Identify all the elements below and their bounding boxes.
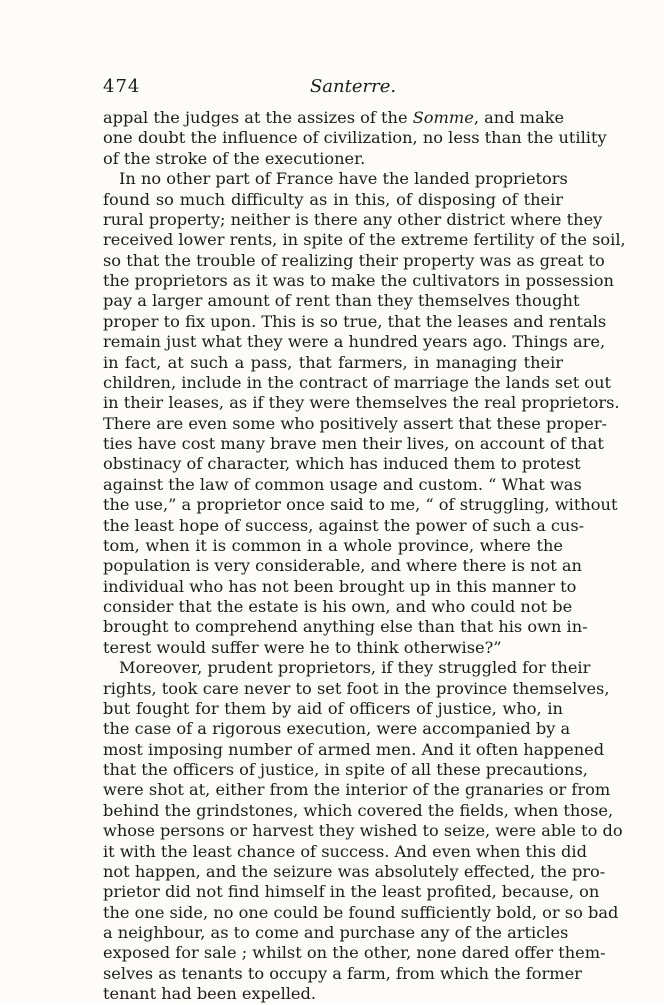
running-title: Santerre. — [309, 76, 397, 97]
paragraph — [103, 658, 623, 1004]
text-line: against the law of common usage and custom. “ What was — [103, 474, 582, 494]
text-line: a neighbour, as to come and purchase any of the articles — [103, 923, 569, 942]
text-line: the least hope of success, against the power of such a cus- — [103, 515, 585, 535]
page-header — [103, 76, 563, 100]
text-line: Moreover, prudent proprietors, if they struggled for their — [119, 658, 591, 678]
text-line: population is very considerable, and where there is not an — [103, 556, 582, 576]
text-line: tom, when it is common in a whole province, where the — [103, 535, 563, 555]
text-line: exposed for sale ; whilst on the other, none dared offer them- — [103, 943, 606, 963]
text-line: in their leases, as if they were themselves the real proprietors. — [103, 393, 620, 413]
text-line: children, include in the contract of marriage the lands set out — [103, 372, 612, 392]
text-line: behind the grindstones, which covered the fields, when those, — [103, 800, 614, 820]
text-line: pay a larger amount of rent than they themselves thought — [103, 291, 580, 311]
text-line: so that the trouble of realizing their property was as great to — [103, 250, 605, 270]
text-line: of the stroke of the executioner. — [103, 148, 366, 168]
text-line: remain just what they were a hundred years ago. Things are, — [103, 332, 606, 352]
text-line: terest would suffer were he to think otherwise?” — [103, 637, 502, 657]
text-line: most imposing number of armed men. And it often happened — [103, 739, 605, 759]
text-line: the one side, no one could be found sufficiently bold, or so bad — [103, 902, 619, 922]
text-line: in fact, at such a pass, that farmers, in managing their — [103, 352, 563, 372]
text-line: rights, took care never to set foot in the province themselves, — [103, 678, 610, 698]
text-line: individual who has not been brought up in this manner to — [103, 576, 577, 596]
text-line: prietor did not find himself in the least profited, because, on — [103, 882, 600, 902]
text-line: rural property; neither is there any other district where they — [103, 209, 603, 229]
text-line: selves as tenants to occupy a farm, from which the former — [103, 963, 582, 983]
paragraph — [103, 169, 626, 658]
text-line: the use,” a proprietor once said to me, “ of struggling, without — [103, 495, 618, 515]
italic-place-name: Somme — [412, 108, 474, 127]
page-number: 474 — [103, 76, 141, 97]
text-line: proper to fix upon. This is so true, that the leases and rentals — [103, 311, 607, 331]
text-line: whose persons or harvest they wished to seize, were able to do — [103, 821, 623, 841]
text-line: the proprietors as it was to make the cultivators in possession — [103, 271, 614, 290]
text-line: tenant had been expelled. — [103, 984, 317, 1004]
text-line: consider that the estate is his own, and who could not be — [103, 597, 573, 616]
text-line: ties have cost many brave men their lives, on account of that — [103, 434, 604, 453]
text-line: appal the judges at the assizes of the Somme, and make — [103, 108, 565, 127]
text-line: one doubt the influence of civilization, no less than the utility — [103, 128, 607, 148]
text-line: found so much difficulty as in this, of disposing of their — [103, 189, 563, 209]
body-text — [103, 108, 626, 1005]
text-line: There are even some who positively assert that these proper- — [103, 413, 608, 433]
text-line: brought to comprehend anything else than that his own in- — [103, 617, 588, 637]
paragraph — [103, 108, 607, 169]
text-line: that the officers of justice, in spite of all these precautions, — [103, 760, 588, 779]
text-line: it with the least chance of success. And even when this did — [103, 841, 587, 861]
text-line: received lower rents, in spite of the extreme fertility of the soil, — [103, 230, 626, 250]
text-line: the case of a rigorous execution, were accompanied by a — [103, 719, 571, 739]
text-line: In no other part of France have the landed proprietors — [119, 169, 568, 189]
text-line: not happen, and the seizure was absolutely effected, the pro- — [103, 861, 606, 881]
text-line: were shot at, either from the interior of the granaries or from — [103, 780, 611, 800]
text-line: but fought for them by aid of officers of justice, who, in — [103, 698, 563, 718]
text-line: obstinacy of character, which has induced them to protest — [103, 454, 581, 474]
